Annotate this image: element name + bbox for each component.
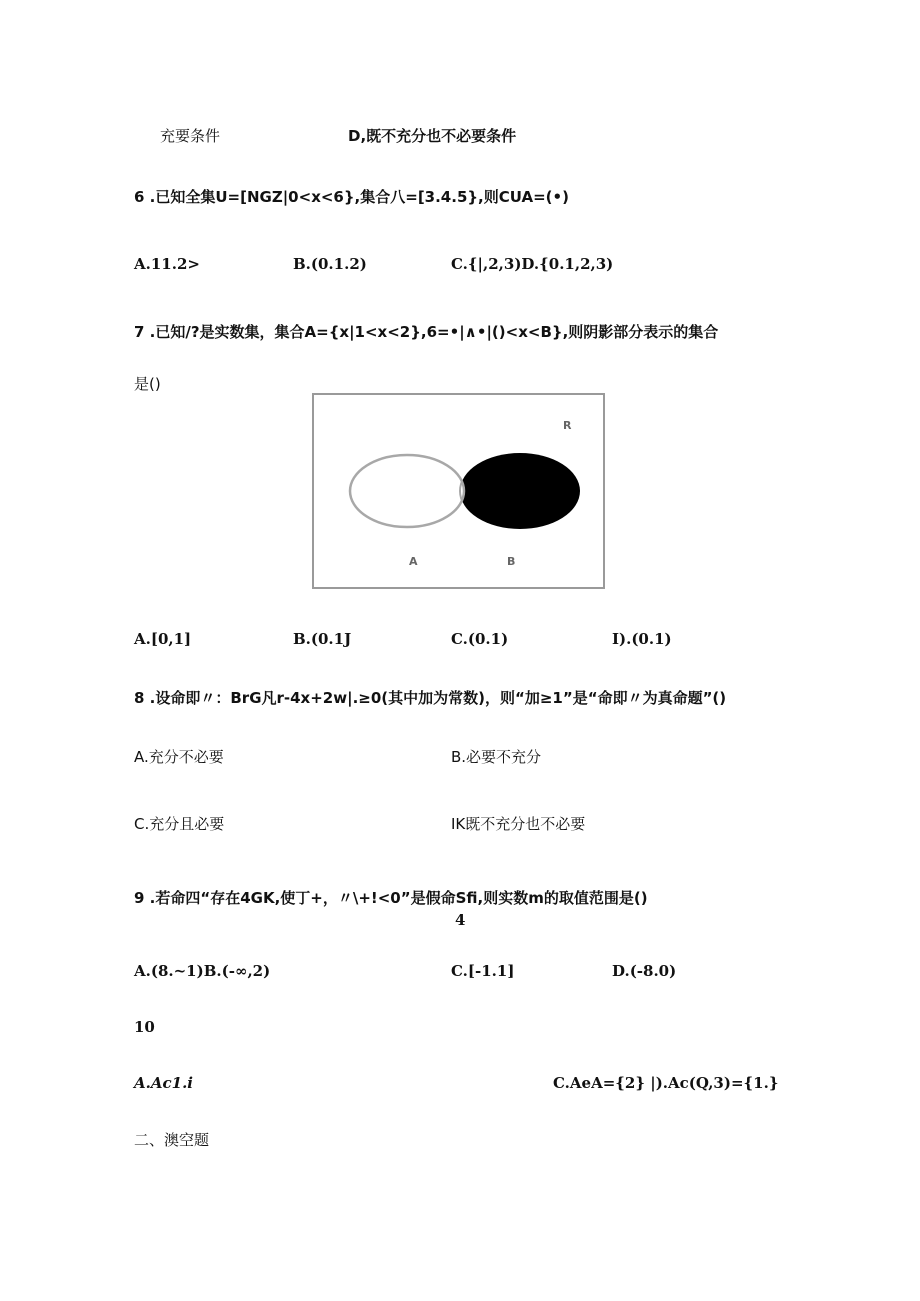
q8-option-c: C.充分且必要	[134, 815, 225, 833]
q6-option-b: B.(0.1.2)	[293, 255, 367, 273]
section-heading-fill-blank: 二、澳空题	[134, 1131, 210, 1149]
q6-option-cd: C.{|,2,3)D.{0.1,2,3)	[451, 255, 614, 273]
q7-option-d: I).(0.1)	[612, 630, 672, 648]
venn-diagram	[312, 393, 605, 589]
question-8: 8 .设命即〃：BrG凡r-4x+2w|.≥0(其中加为常数)，则“加≥1”是“命即〃为真命题”()	[134, 689, 727, 707]
question-9-subscript: 4	[455, 911, 466, 929]
label-b: B	[507, 555, 516, 568]
q7-option-c: C.(0.1)	[451, 630, 509, 648]
q9-option-c: C.[-1.1]	[451, 962, 515, 980]
question-6: 6 .已知全集U=[NGZ|0<x<6},集合八=[3.4.5},则CUA=(•)	[134, 188, 569, 206]
set-b-ellipse	[460, 453, 580, 529]
option-line-prev-d: D,既不充分也不必要条件	[348, 127, 517, 145]
q10-option-a: A.Ac1.i	[134, 1074, 193, 1092]
question-7-cont: 是()	[134, 375, 161, 393]
option-line-prev-c: 充要条件	[160, 127, 221, 145]
q9-option-ab: A.(8.~1)B.(-∞,2)	[134, 962, 271, 980]
question-7: 7 .已知/?是实数集，集合A={x|1<x<2},6=•|∧•|()<x<B},则阴影部分表示的集合	[134, 323, 719, 341]
label-a: A	[409, 555, 418, 568]
q10-option-cd: C.AeA={2} |).Ac(Q,3)={1.}	[553, 1074, 779, 1092]
q8-option-b: B.必要不充分	[451, 748, 542, 766]
question-10: 10	[134, 1018, 155, 1036]
q7-option-a: A.[0,1]	[134, 630, 192, 648]
label-r: R	[563, 419, 572, 432]
set-a-ellipse	[350, 455, 464, 527]
q7-option-b: B.(0.1J	[293, 630, 352, 648]
q8-option-d: IK既不充分也不必要	[451, 815, 586, 833]
q8-option-a: A.充分不必要	[134, 748, 224, 766]
question-9: 9 .若命四“存在4GK,使丁+，〃\+!<0”是假命Sfi,则实数m的取值范围是()	[134, 889, 648, 907]
q9-option-d: D.(-8.0)	[612, 962, 677, 980]
q6-option-a: A.11.2>	[134, 255, 200, 273]
